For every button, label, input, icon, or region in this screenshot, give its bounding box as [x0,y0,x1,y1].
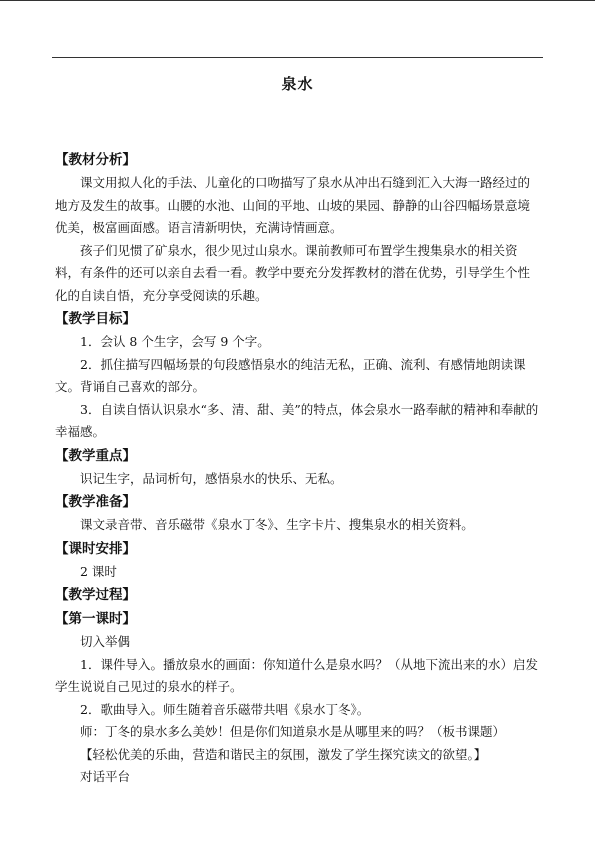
top-border-line [0,0,595,1]
paragraph: 师：丁冬的泉水多么美妙！但是你们知道泉水是从哪里来的吗？（板书课题） [80,724,506,739]
section-heading-preparation: 【教学准备】 [55,494,136,510]
list-item: 1．会认 8 个生字，会写 9 个字。 [80,334,270,349]
paragraph: 孩子们见惯了矿泉水，很少见过山泉水。课前教师可布置学生搜集泉水的相关资料，有条件的还可以亲自去看一看。教学中要充分发挥教材的潜在优势，引导学生个性化的自读自悟，充分享受阅读的乐趣。 [55,242,531,303]
section-heading-teaching-goals: 【教学目标】 [55,311,136,327]
paragraph: 【轻松优美的乐曲，营造和谐民主的氛围，激发了学生探究读文的欲望。】 [80,746,487,762]
section-heading-schedule: 【课时安排】 [55,540,136,557]
section-heading-key-points: 【教学重点】 [55,447,136,464]
list-item: 3．自读自悟认识泉水“多、清、甜、美”的特点，体会泉水一路奉献的精神和奉献的幸福感。 [55,401,539,439]
document-body [55,73,540,789]
list-item: 1．课件导入。播放泉水的画面：你知道什么是泉水吗？（从地下流出来的水）启发学生说说自己见过的泉水的样子。 [55,656,538,694]
header-rule [52,57,543,58]
list-item: 2．歌曲导入。师生随着音乐磁带共唱《泉水丁冬》。 [80,701,370,717]
document-title: 泉水 [281,75,314,93]
list-item: 2．抓住描写四幅场景的句段感悟泉水的纯洁无私，正确、流利、有感情地朗读课文。背诵自己喜欢的部分。 [55,356,526,394]
paragraph: 对话平台 [80,769,131,784]
paragraph: 课文用拟人化的手法、儿童化的口吻描写了泉水从冲出石缝到汇入大海一路经过的地方及发生的故事。山腰的水池、山间的平地、山坡的果园、静静的山谷四幅场景意境优美，极富画面感。语言清新明快，充满诗情画意。 [55,175,531,235]
paragraph: 2 课时 [80,563,117,579]
section-heading-textbook-analysis: 【教材分析】 [55,152,136,168]
paragraph: 切入举偶 [80,634,131,649]
paragraph: 课文录音带、音乐磁带《泉水丁冬》、生字卡片、搜集泉水的相关资料。 [80,517,474,532]
paragraph: 识记生字，品词析句，感悟泉水的快乐、无私。 [80,470,343,486]
section-heading-teaching-process: 【教学过程】 [55,587,136,603]
section-heading-first-lesson: 【第一课时】 [55,611,136,627]
